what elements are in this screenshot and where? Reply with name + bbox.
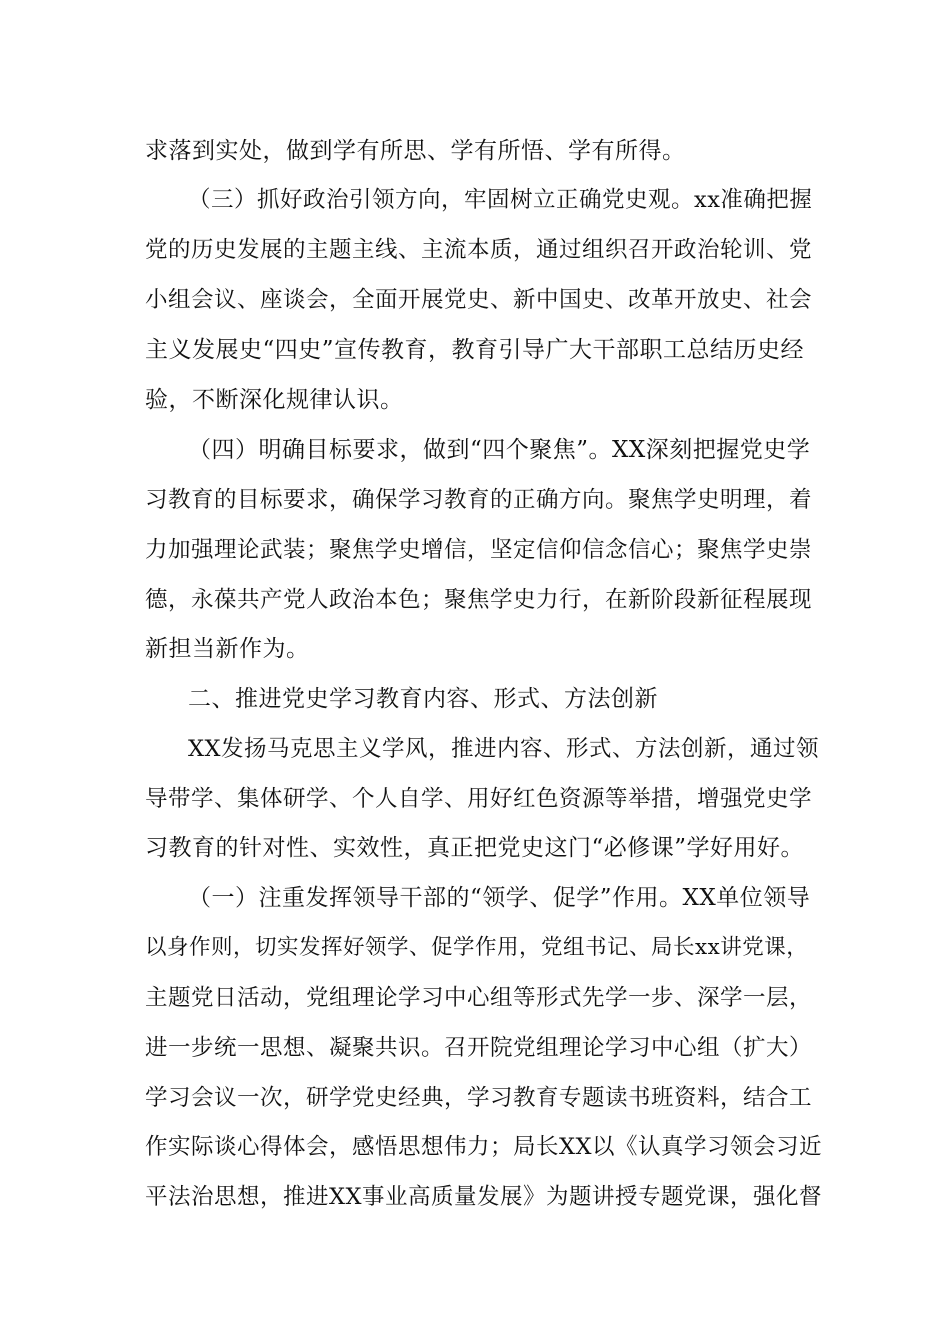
text-line: 习教育的目标要求，确保学习教育的正确方向。聚焦学史明理，着 <box>145 487 813 513</box>
text-line: 平法治思想，推进XX事业高质量发展》为题讲授专题党课，强化督 <box>145 1184 823 1210</box>
text-line: 习教育的针对性、实效性，真正把党史这门“必修课”学好用好。 <box>145 835 805 861</box>
text-line: 进一步统一思想、凝聚共识。召开院党组理论学习中心组（扩大） <box>145 1035 813 1061</box>
text-line: 小组会议、座谈会，全面开展党史、新中国史、改革开放史、社会 <box>145 287 813 313</box>
text-line: 党的历史发展的主题主线、主流本质，通过组织召开政治轮训、党 <box>145 237 813 263</box>
text-line: 导带学、集体研学、个人自学、用好红色资源等举措，增强党史学 <box>145 786 813 812</box>
paragraph-start-line: （三）抓好政治引领方向，牢固树立正确党史观。xx准确把握 <box>188 187 813 213</box>
paragraph-start-line: （四）明确目标要求，做到“四个聚焦”。XX深刻把握党史学 <box>188 437 811 463</box>
section-heading: 二、推进党史学习教育内容、形式、方法创新 <box>188 686 658 712</box>
text-line: 以身作则，切实发挥好领学、促学作用，党组书记、局长xx讲党课， <box>145 935 809 960</box>
paragraph-start-line: XX发扬马克思主义学风，推进内容、形式、方法创新，通过领 <box>188 736 820 762</box>
text-line: 求落到实处，做到学有所思、学有所悟、学有所得。 <box>145 138 686 164</box>
text-line: 德，永葆共产党人政治本色；聚焦学史力行，在新阶段新征程展现 <box>145 587 813 613</box>
paragraph-start-line: （一）注重发挥领导干部的“领学、促学”作用。XX单位领导 <box>188 885 811 911</box>
text-line: 主义发展史“四史”宣传教育，教育引导广大干部职工总结历史经 <box>145 337 805 363</box>
text-line: 主题党日活动，党组理论学习中心组等形式先学一步、深学一层， <box>145 985 813 1011</box>
text-line: 作实际谈心得体会，感悟思想伟力；局长XX以《认真学习领会习近 <box>145 1134 823 1160</box>
text-line: 新担当新作为。 <box>145 636 310 662</box>
text-line: 验，不断深化规律认识。 <box>145 387 404 413</box>
text-line: 力加强理论武装；聚焦学史增信，坚定信仰信念信心；聚焦学史崇 <box>145 537 813 563</box>
text-line: 学习会议一次，研学党史经典，学习教育专题读书班资料，结合工 <box>145 1085 813 1111</box>
